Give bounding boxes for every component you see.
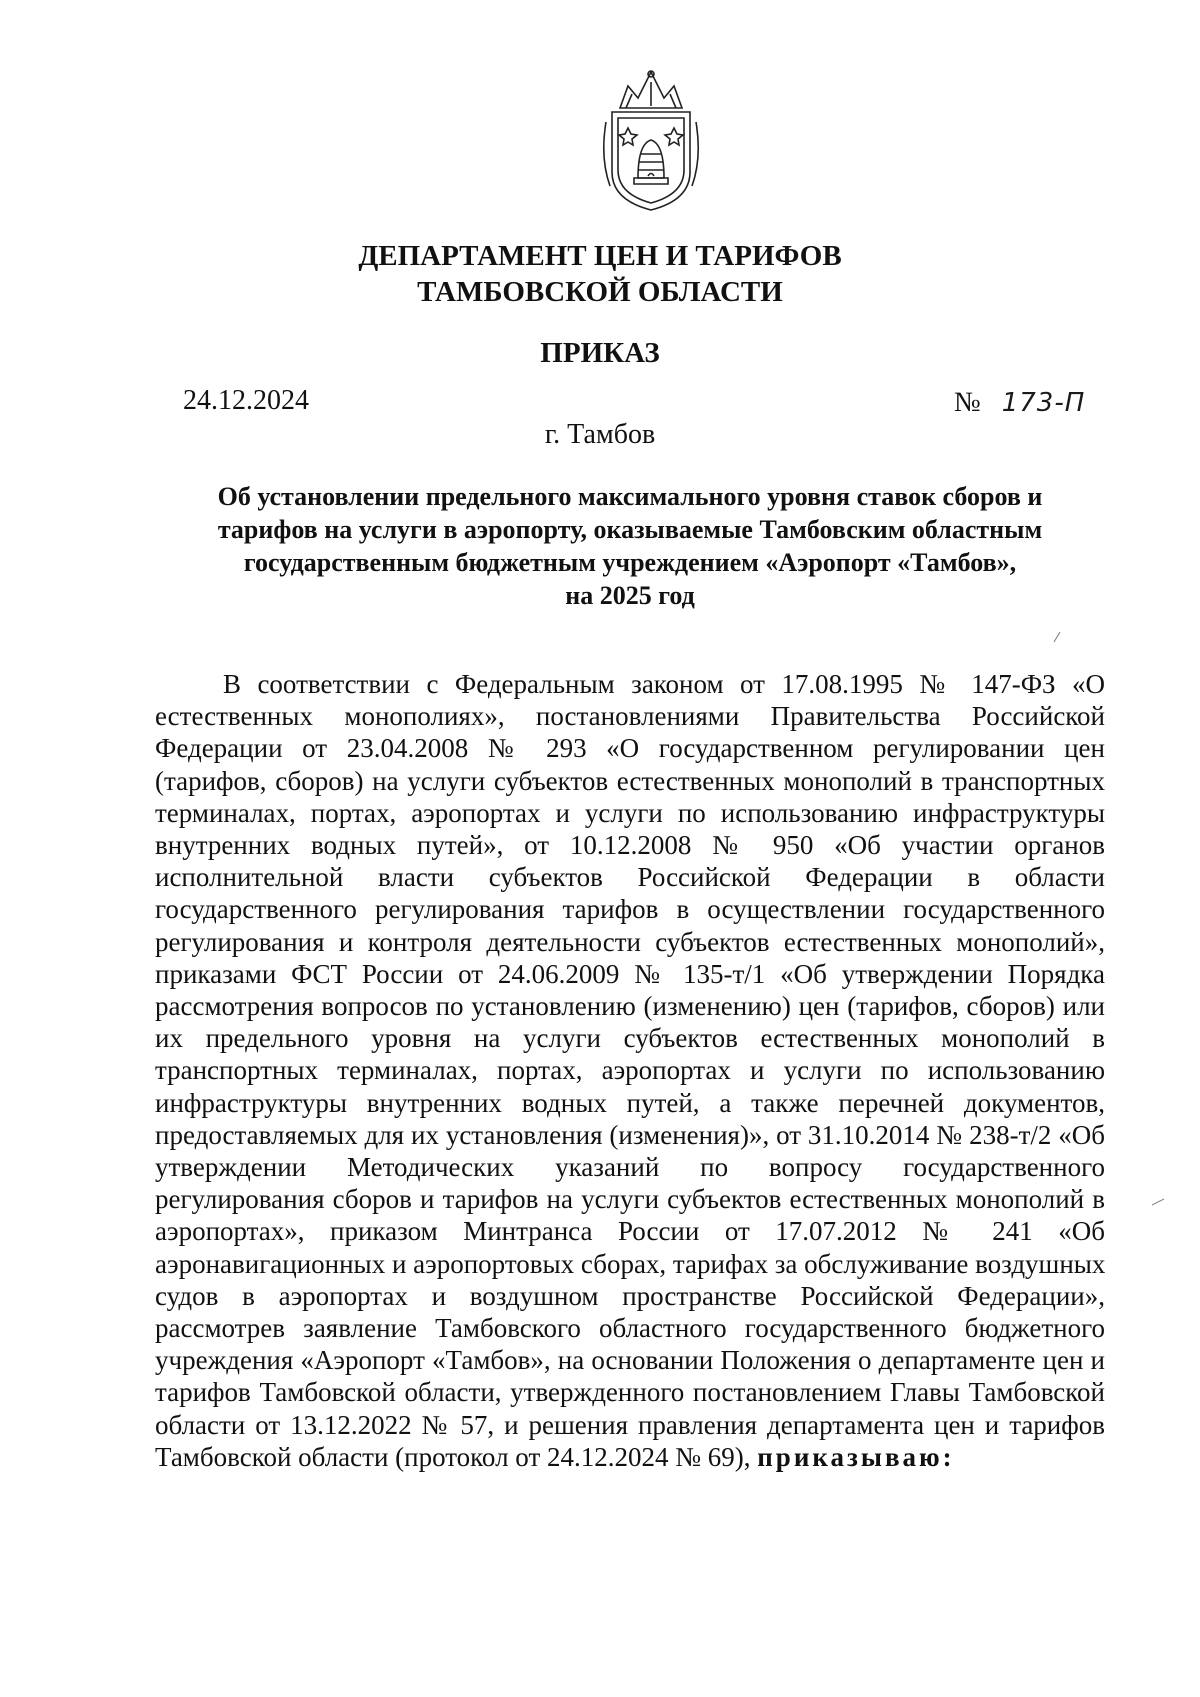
- subject-line: тарифов на услуги в аэропорту, оказываемые Тамбовским областным: [217, 515, 1043, 544]
- body-line: рассмотрев заявление Тамбовского областного государственного бюджетного: [155, 1313, 1105, 1344]
- document-date: 24.12.2024: [183, 385, 309, 416]
- body-line: терминалах, портах, аэропортах и услуги по использованию инфраструктуры: [155, 797, 1105, 828]
- body-line: утверждении Методических указаний по вопросу государственного: [155, 1152, 1105, 1183]
- subject-line: государственным бюджетным учреждением «Аэропорт «Тамбов»,: [243, 548, 1017, 577]
- body-last-line: [155, 1441, 1105, 1473]
- scan-artifact-mark: [1052, 631, 1062, 643]
- subject-line: на 2025 год: [565, 581, 695, 610]
- department-name: [0, 238, 1200, 310]
- body-line: регулирования и контроля деятельности субъектов естественных монополий»,: [155, 926, 1105, 957]
- handwritten-number: 173-П: [1001, 387, 1086, 418]
- body-line: государственного регулирования тарифов в осуществлении государственного: [155, 894, 1105, 925]
- department-line-2: ТАМБОВСКОЙ ОБЛАСТИ: [417, 276, 783, 308]
- subject-line: Об установлении предельного максимального уровня ставок сборов и: [217, 482, 1043, 511]
- body-line: учреждения «Аэропорт «Тамбов», на основании Положения о департаменте цен и: [155, 1345, 1105, 1376]
- body-line: рассмотрения вопросов по установлению (изменению) цен (тарифов, сборов) или: [155, 991, 1105, 1022]
- department-line-1: ДЕПАРТАМЕНТ ЦЕН И ТАРИФОВ: [358, 240, 842, 272]
- document-number: [954, 384, 1085, 420]
- body-line: тарифов Тамбовской области, утвержденного постановлением Главы Тамбовской: [155, 1377, 1105, 1408]
- document-city: г. Тамбов: [544, 419, 656, 450]
- body-line: судов в аэропортах и воздушном пространстве Российской Федерации»,: [155, 1280, 1105, 1311]
- body-line: области от 13.12.2022 № 57, и решения правления департамента цен и тарифов: [155, 1409, 1105, 1440]
- document-type: ПРИКАЗ: [540, 337, 660, 369]
- document-body: [155, 668, 1105, 1473]
- scan-artifact-mark: [1151, 1197, 1165, 1207]
- body-line: (тарифов, сборов) на услуги субъектов естественных монополий в транспортных: [155, 765, 1105, 796]
- number-label: №: [954, 386, 981, 418]
- body-line: предоставляемых для их установления (изменения)», от 31.10.2014 № 238-т/2 «Об: [155, 1119, 1105, 1150]
- body-line: Федерации от 23.04.2008 № 293 «О государственном регулировании цен: [155, 733, 1105, 764]
- coat-of-arms-emblem: [598, 68, 704, 213]
- body-last-line-text: Тамбовской области (протокол от 24.12.2024 № 69),: [155, 1441, 758, 1472]
- body-line: их предельного уровня на услуги субъектов естественных монополий в: [155, 1023, 1105, 1054]
- body-line: В соответствии с Федеральным законом от 17.08.1995 № 147-ФЗ «О: [223, 669, 1105, 699]
- document-subject: [150, 480, 1110, 612]
- body-line: инфраструктуры внутренних водных путей, а также перечней документов,: [155, 1087, 1105, 1118]
- body-line: транспортных терминалах, портах, аэропортах и услуги по использованию: [155, 1055, 1105, 1086]
- body-line: приказами ФСТ России от 24.06.2009 № 135-т/1 «Об утверждении Порядка: [155, 958, 1105, 989]
- body-line: естественных монополиях», постановлениями Правительства Российской: [155, 701, 1105, 732]
- body-line: исполнительной власти субъектов Российской Федерации в области: [155, 862, 1105, 893]
- body-line: аэропортах», приказом Минтранса России от 17.07.2012 № 241 «Об: [155, 1216, 1105, 1247]
- body-line: регулирования сборов и тарифов на услуги субъектов естественных монополий в: [155, 1184, 1105, 1215]
- body-line: внутренних водных путей», от 10.12.2008 № 950 «Об участии органов: [155, 830, 1105, 861]
- body-line: аэронавигационных и аэропортовых сборах, тарифах за обслуживание воздушных: [155, 1248, 1105, 1279]
- order-keyword: приказываю:: [757, 1441, 955, 1472]
